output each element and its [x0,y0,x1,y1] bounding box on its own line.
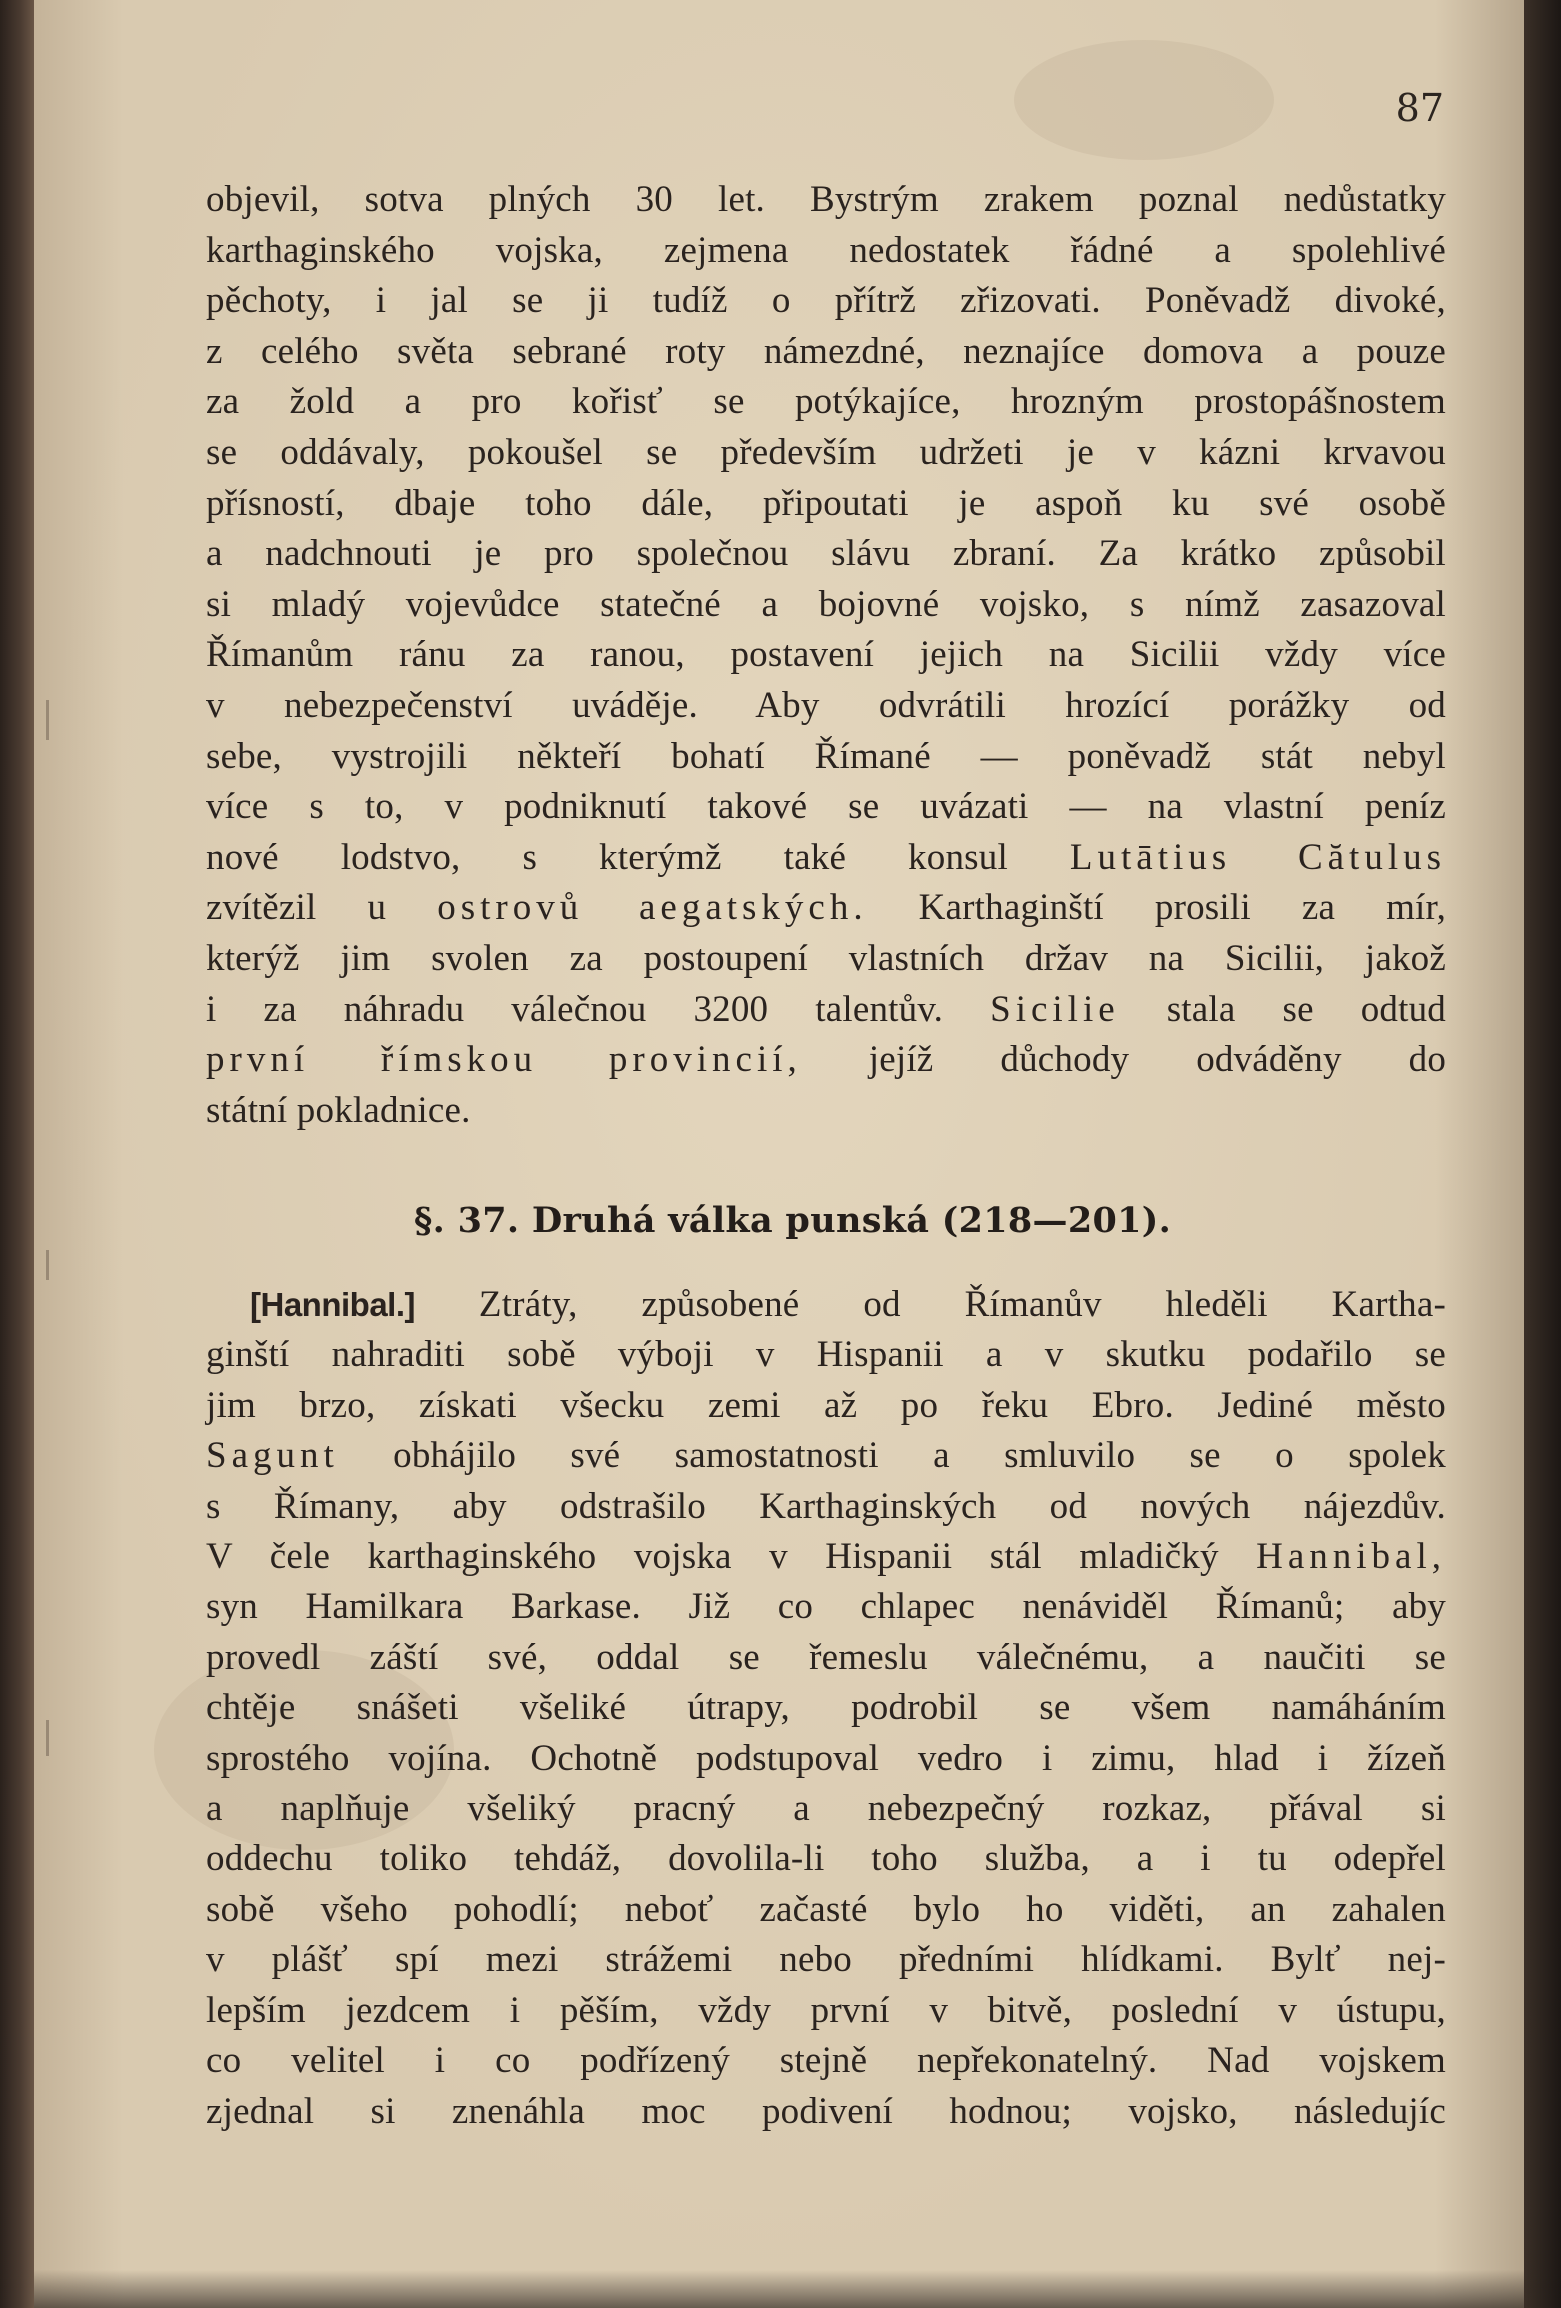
text-line: sprostého vojína. Ochotně podstupoval vedro i zimu, hlad i žízeň [206,1737,1446,1779]
text-line: s Římany, aby odstrašilo Karthaginských od nových nájezdův. [206,1485,1446,1527]
paragraph-1 [206,175,1446,1136]
paragraph-2 [206,1280,1446,2137]
province-phrase: první římskou provincií, [206,1039,802,1081]
text-fragment: obhájilo své samostatnosti a smluvilo se o spolek [393,1435,1447,1477]
text-line-with-consul [206,833,1446,884]
text-line: v plášť spí mezi strážemi nebo předními hlídkami. Bylť nej- [206,1939,1446,1981]
text-line: pěchoty, i jal se ji tudíž o přítrž zřizovati. Poněvadž divoké, [206,280,1446,322]
sicily-name: Sicilie [990,988,1120,1030]
text-line: státní pokladnice. [206,1089,471,1131]
sidenote-hannibal: [Hannibal.] [250,1286,415,1323]
text-line: jim brzo, získati všecku zemi až po řeku Ebro. Jediné město [206,1384,1446,1426]
text-fragment: i za náhradu válečnou 3200 talentův. [206,988,944,1030]
text-line-with-sidenote [206,1280,1446,1330]
hannibal-name: Hannibal, [1256,1536,1446,1578]
text-line-with-islands [206,883,1446,934]
text-line: objevil, sotva plných 30 let. Bystrým zrakem poznal nedůstatky [206,179,1446,220]
text-line: v nebezpečenství uváděje. Aby odvrátili hrozící porážky od [206,684,1446,726]
book-edge-right [1524,0,1561,2308]
consul-name: Lutātius Cătulus [1069,836,1446,878]
margin-mark [46,700,49,740]
text-line: co velitel i co podřízený stejně nepřekonatelný. Nad vojskem [206,2040,1446,2082]
text-fragment: zvítězil u [206,887,387,929]
text-line: z celého světa sebrané roty námezdné, neznajíce domova a pouze [206,330,1446,372]
text-line: sebe, vystrojili někteří bohatí Římané — poněvadž stát nebyl [206,735,1446,777]
text-line: provedl záští své, oddal se řemeslu válečnému, a naučiti se [206,1636,1446,1678]
text-line: za žold a pro kořisť se potýkajíce, hrozným prostopášnostem [206,381,1446,423]
text-fragment: nové lodstvo, s kterýmž také konsul [206,836,1008,878]
page-bottom-shadow [34,2270,1524,2308]
text-line: lepším jezdcem i pěším, vždy první v bitvě, poslední v ústupu, [206,1989,1446,2031]
text-fragment: Karthaginští prosili za mír, [918,887,1447,929]
section-heading: §. 37. Druhá válka punská (218—201). [414,1200,1172,1241]
text-line-with-province [206,1035,1446,1086]
text-line: karthaginského vojska, zejmena nedostatek řádné a spolehlivé [206,229,1446,271]
paper-stain [1014,40,1274,160]
text-line: kterýž jim svolen za postoupení vlastních držav na Sicilii, jakož [206,937,1446,979]
text-line: se oddávaly, pokoušel se především udržeti je v kázni krvavou [206,431,1446,473]
text-line: ginští nahraditi sobě výboji v Hispanii a v skutku podařilo se [206,1334,1446,1376]
book-spine [0,0,34,2308]
islands-name: ostrovů aegatských. [437,887,868,929]
text-line-with-sicily [206,985,1446,1036]
text-line: sobě všeho pohodlí; neboť začasté bylo ho viděti, an zahalen [206,1888,1446,1930]
text-line: více s to, v podniknutí takové se uvázati — na vlastní peníz [206,786,1446,828]
text-line: syn Hamilkara Barkase. Již co chlapec nenáviděl Římanů; aby [206,1586,1446,1628]
text-line-with-hannibal [206,1532,1446,1582]
text-line: a nadchnouti je pro společnou slávu zbraní. Za krátko způsobil [206,533,1446,575]
text-line: chtěje snášeti všeliké útrapy, podrobil se všem namáháním [206,1687,1446,1729]
text-line: a naplňuje všeliký pracný a nebezpečný rozkaz, přával si [206,1788,1446,1830]
margin-mark [46,1250,49,1280]
text-line-with-saguntum [206,1431,1446,1481]
book-page [34,0,1524,2308]
text-fragment: V čele karthaginského vojska v Hispanii stál mladičký [206,1536,1219,1578]
page-number: 87 [1395,86,1444,130]
text-line: zjednal si znenáhla moc podivení hodnou; vojsko, následujíc [206,2090,1446,2132]
text-fragment: jejíž důchody odváděny do [868,1039,1447,1081]
text-fragment: stala se odtud [1166,988,1447,1030]
margin-mark [46,1720,49,1756]
text-fragment: Ztráty, způsobené od Římanův hleděli Kartha- [478,1284,1446,1325]
text-line: oddechu toliko tehdáž, dovolila-li toho služba, a i tu odepřel [206,1838,1446,1880]
text-line: si mladý vojevůdce statečné a bojovné vojsko, s nímž zasazoval [206,583,1446,625]
text-line: přísností, dbaje toho dále, připoutati je aspoň ku své osobě [206,482,1446,524]
text-line: Římanům ránu za ranou, postavení jejich na Sicilii vždy více [206,634,1446,676]
saguntum-name: Sagunt [206,1435,339,1477]
